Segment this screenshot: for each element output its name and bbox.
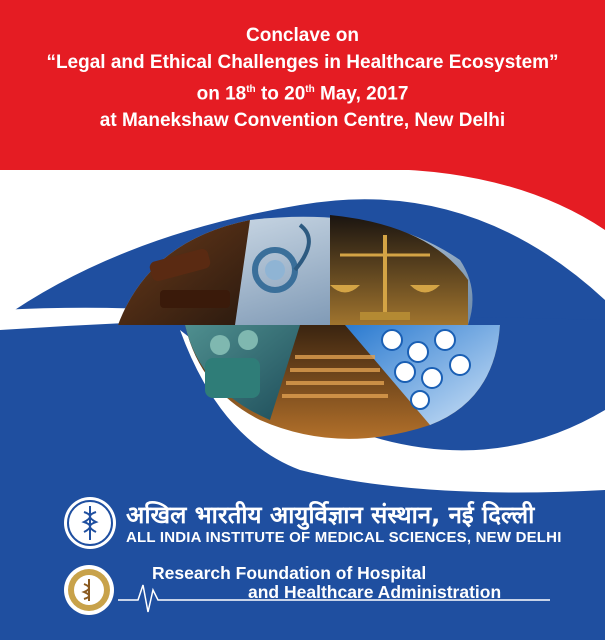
institute-hindi-name: अखिल भारतीय आयुर्विज्ञान संस्थान, नई दिल्ली bbox=[126, 501, 535, 529]
foundation-name-line-2: and Healthcare Administration bbox=[248, 582, 502, 602]
foundation-name-line-1: Research Foundation of Hospital bbox=[152, 563, 427, 583]
event-header bbox=[0, 22, 605, 134]
rfhha-logo-icon bbox=[62, 563, 116, 617]
header-line-1: Conclave on bbox=[246, 25, 359, 46]
institute-english-name: ALL INDIA INSTITUTE OF MEDICAL SCIENCES, NEW DELHI bbox=[126, 529, 562, 546]
header-line-3: on 18th to 20th May, 2017 bbox=[196, 83, 409, 105]
aiims-logo-icon bbox=[62, 494, 118, 552]
header-line-2: “Legal and Ethical Challenges in Healthcare Ecosystem” bbox=[46, 52, 559, 73]
header-line-4: at Manekshaw Convention Centre, New Delhi bbox=[99, 110, 506, 132]
